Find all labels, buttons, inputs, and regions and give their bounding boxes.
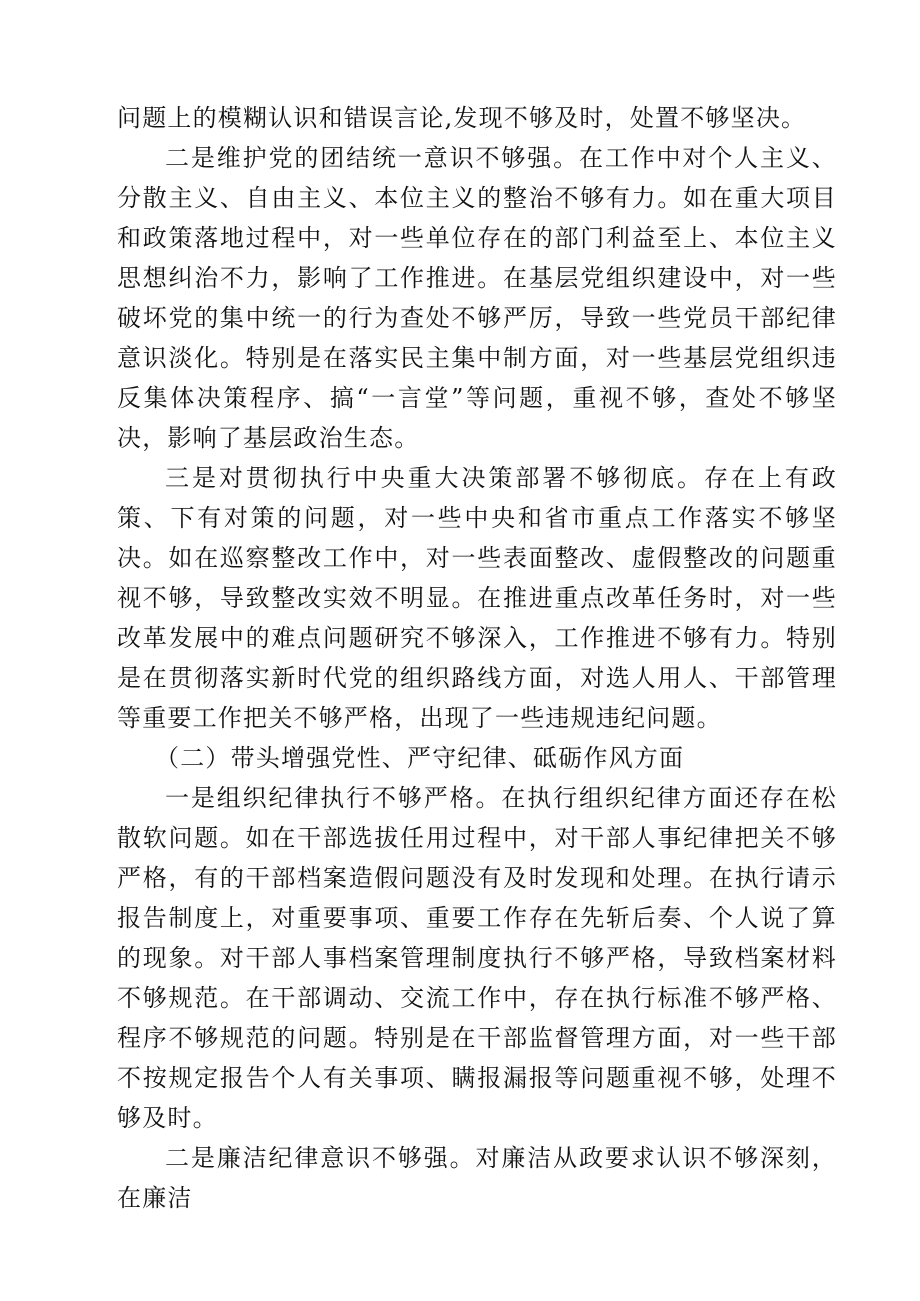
- paragraph-central-decisions: 三是对贯彻执行中央重大决策部署不够彻底。存在上有政策、下有对策的问题，对一些中央和省市重点工作落实不够坚决。如在巡察整改工作中，对一些表面整改、虚假整改的问题重视不够，导致整改实效不明显。在推进重点改革任务时，对一些改革发展中的难点问题研究不够深入，工作推进不够有力。特别是在贯彻落实新时代党的组织路线方面，对选人用人、干部管理等重要工作把关不够严格，出现了一些违规违纪问题。: [117, 464, 837, 732]
- paragraph-party-unity: 二是维护党的团结统一意识不够强。在工作中对个人主义、分散主义、自由主义、本位主义的整治不够有力。如在重大项目和政策落地过程中，对一些单位存在的部门利益至上、本位主义思想纠治不力，影响了工作推进。在基层党组织建设中，对一些破坏党的集中统一的行为查处不够严厉，导致一些党员干部纪律意识淡化。特别是在落实民主集中制方面，对一些基层党组织违反集体决策程序、搞“一言堂”等问题，重视不够，查处不够坚决，影响了基层政治生态。: [117, 144, 837, 452]
- paragraph-integrity-discipline: 二是廉洁纪律意识不够强。对廉洁从政要求认识不够深刻，在廉洁: [117, 1144, 837, 1212]
- paragraph-continuation: 问题上的模糊认识和错误言论,发现不够及时，处置不够坚决。: [117, 104, 807, 132]
- paragraph-organizational-discipline: 一是组织纪律执行不够严格。在执行组织纪律方面还存在松散软问题。如在干部选拔任用过程中，对干部人事纪律把关不够严格，有的干部档案造假问题没有及时发现和处理。在执行请示报告制度上，对重要事项、重要工作存在先斩后奏、个人说了算的现象。对干部人事档案管理制度执行不够严格，导致档案材料不够规范。在干部调动、交流工作中，存在执行标准不够严格、程序不够规范的问题。特别是在干部监督管理方面，对一些干部不按规定报告个人有关事项、瞒报漏报等问题重视不够，处理不够及时。: [117, 784, 837, 1132]
- document-body: [117, 98, 837, 1218]
- section-heading-2: （二）带头增强党性、严守纪律、砥砺作风方面: [155, 744, 685, 772]
